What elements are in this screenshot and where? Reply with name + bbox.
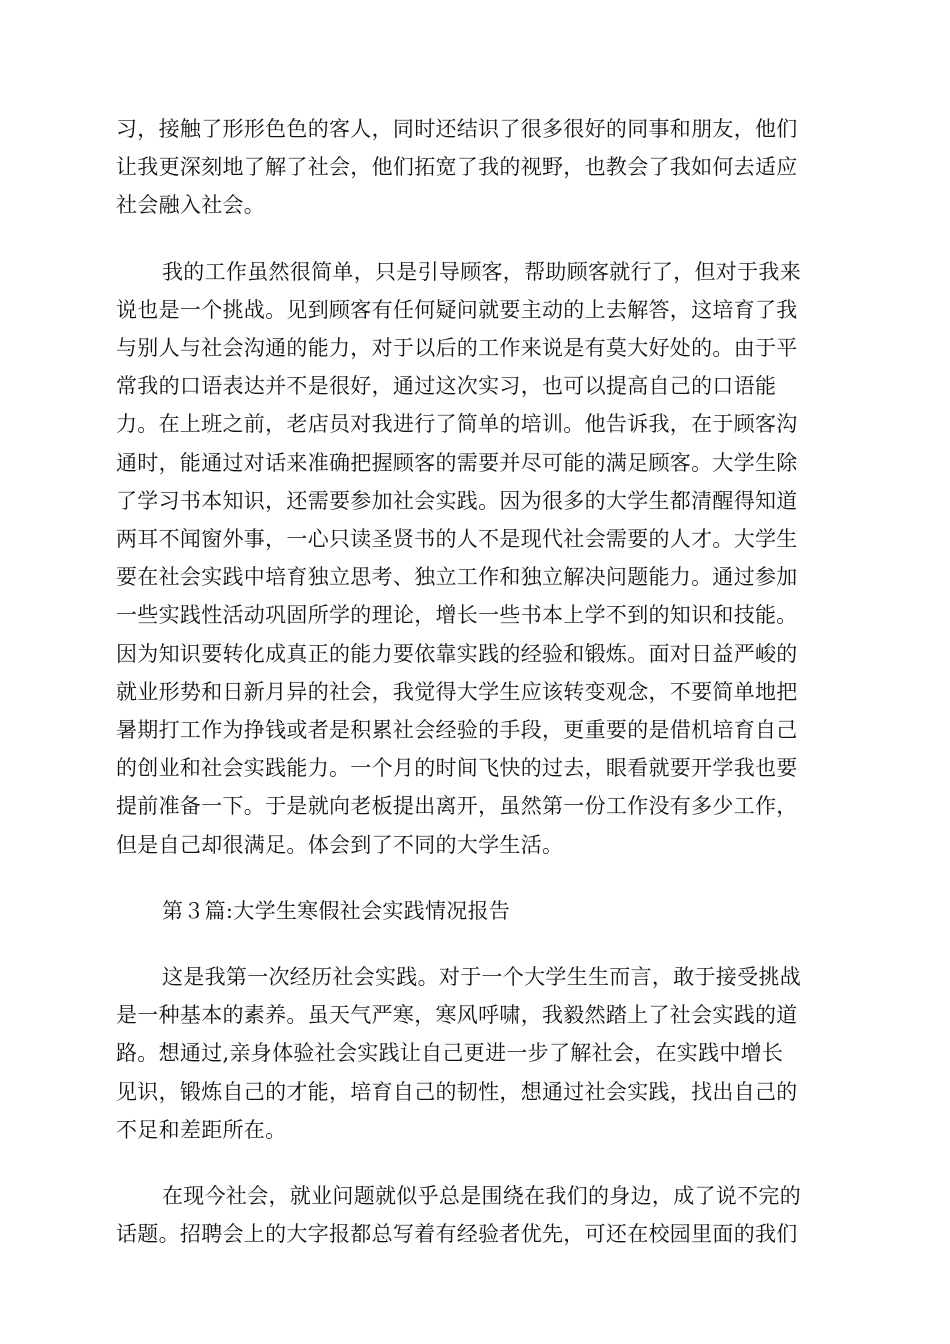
text-line: 习，接触了形形色色的客人，同时还结识了很多很好的同事和朋友，他们: [116, 117, 798, 141]
text-line: 了学习书本知识，还需要参加社会实践。因为很多的大学生都清醒得知道: [116, 488, 798, 513]
text-line: 两耳不闻窗外事，一心只读圣贤书的人不是现代社会需要的人才。大学生: [116, 527, 798, 552]
paragraph-2: [116, 253, 836, 864]
text-line: 常我的口语表达并不是很好，通过这次实习，也可以提高自己的口语能: [116, 374, 777, 399]
text-line: 暑期打工作为挣钱或者是积累社会经验的手段，更重要的是借机培育自己: [116, 718, 798, 743]
text-line: 的创业和社会实践能力。一个月的时间飞快的过去，眼看就要开学我也要: [116, 756, 798, 781]
text-line: 通时，能通过对话来准确把握顾客的需要并尽可能的满足顾客。大学生除: [116, 450, 798, 475]
text-line: 话题。招聘会上的大字报都总写着有经验者优先，可还在校园里面的我们: [116, 1222, 798, 1247]
text-line: 见识，锻炼自己的才能，培育自己的韧性，想通过社会实践，找出自己的: [116, 1079, 798, 1104]
paragraph-gap: [116, 1149, 836, 1177]
paragraph-gap: [116, 930, 836, 958]
text-line: 是一种基本的素养。虽天气严寒，寒风呼啸，我毅然踏上了社会实践的道: [116, 1003, 798, 1028]
paragraph-gap: [116, 864, 836, 892]
text-line: 我的工作虽然很简单，只是引导顾客，帮助顾客就行了，但对于我来: [162, 259, 801, 284]
paragraph-4: [116, 1177, 836, 1253]
text-line: 让我更深刻地了解了社会，他们拓宽了我的视野，也教会了我如何去适应: [116, 155, 798, 180]
text-line: 说也是一个挑战。见到顾客有任何疑问就要主动的上去解答，这培育了我: [116, 297, 798, 322]
text-line: 因为知识要转化成真正的能力要依靠实践的经验和锻炼。面对日益严峻的: [116, 641, 798, 666]
text-line: 力。在上班之前，老店员对我进行了简单的培训。他告诉我，在于顾客沟: [116, 412, 798, 437]
text-line: 路。想通过,亲身体验社会实践让自己更进一步了解社会，在实践中增长: [116, 1041, 784, 1066]
text-line: 不足和差距所在。: [116, 1117, 287, 1142]
text-line: 与别人与社会沟通的能力，对于以后的工作来说是有莫大好处的。由于平: [116, 336, 798, 361]
text-line: 但是自己却很满足。体会到了不同的大学生活。: [116, 832, 564, 857]
text-line: 社会融入社会。: [116, 193, 266, 218]
document-body: [116, 110, 836, 1253]
text-line: 提前准备一下。于是就向老板提出离开，虽然第一份工作没有多少工作，: [116, 794, 798, 819]
paragraph-1: [116, 110, 836, 225]
paragraph-gap: [116, 225, 836, 253]
text-line: 这是我第一次经历社会实践。对于一个大学生生而言，敢于接受挑战: [162, 965, 801, 990]
paragraph-3: [116, 958, 836, 1149]
text-line: 在现今社会，就业问题就似乎总是围绕在我们的身边，成了说不完的: [162, 1184, 801, 1209]
section-heading: 第３篇:大学生寒假社会实践情况报告: [162, 898, 511, 923]
text-line: 一些实践性活动巩固所学的理论，增长一些书本上学不到的知识和技能。: [116, 603, 798, 628]
text-line: 要在社会实践中培育独立思考、独立工作和独立解决问题能力。通过参加: [116, 565, 798, 590]
text-line: 就业形势和日新月异的社会，我觉得大学生应该转变观念，不要简单地把: [116, 679, 798, 704]
